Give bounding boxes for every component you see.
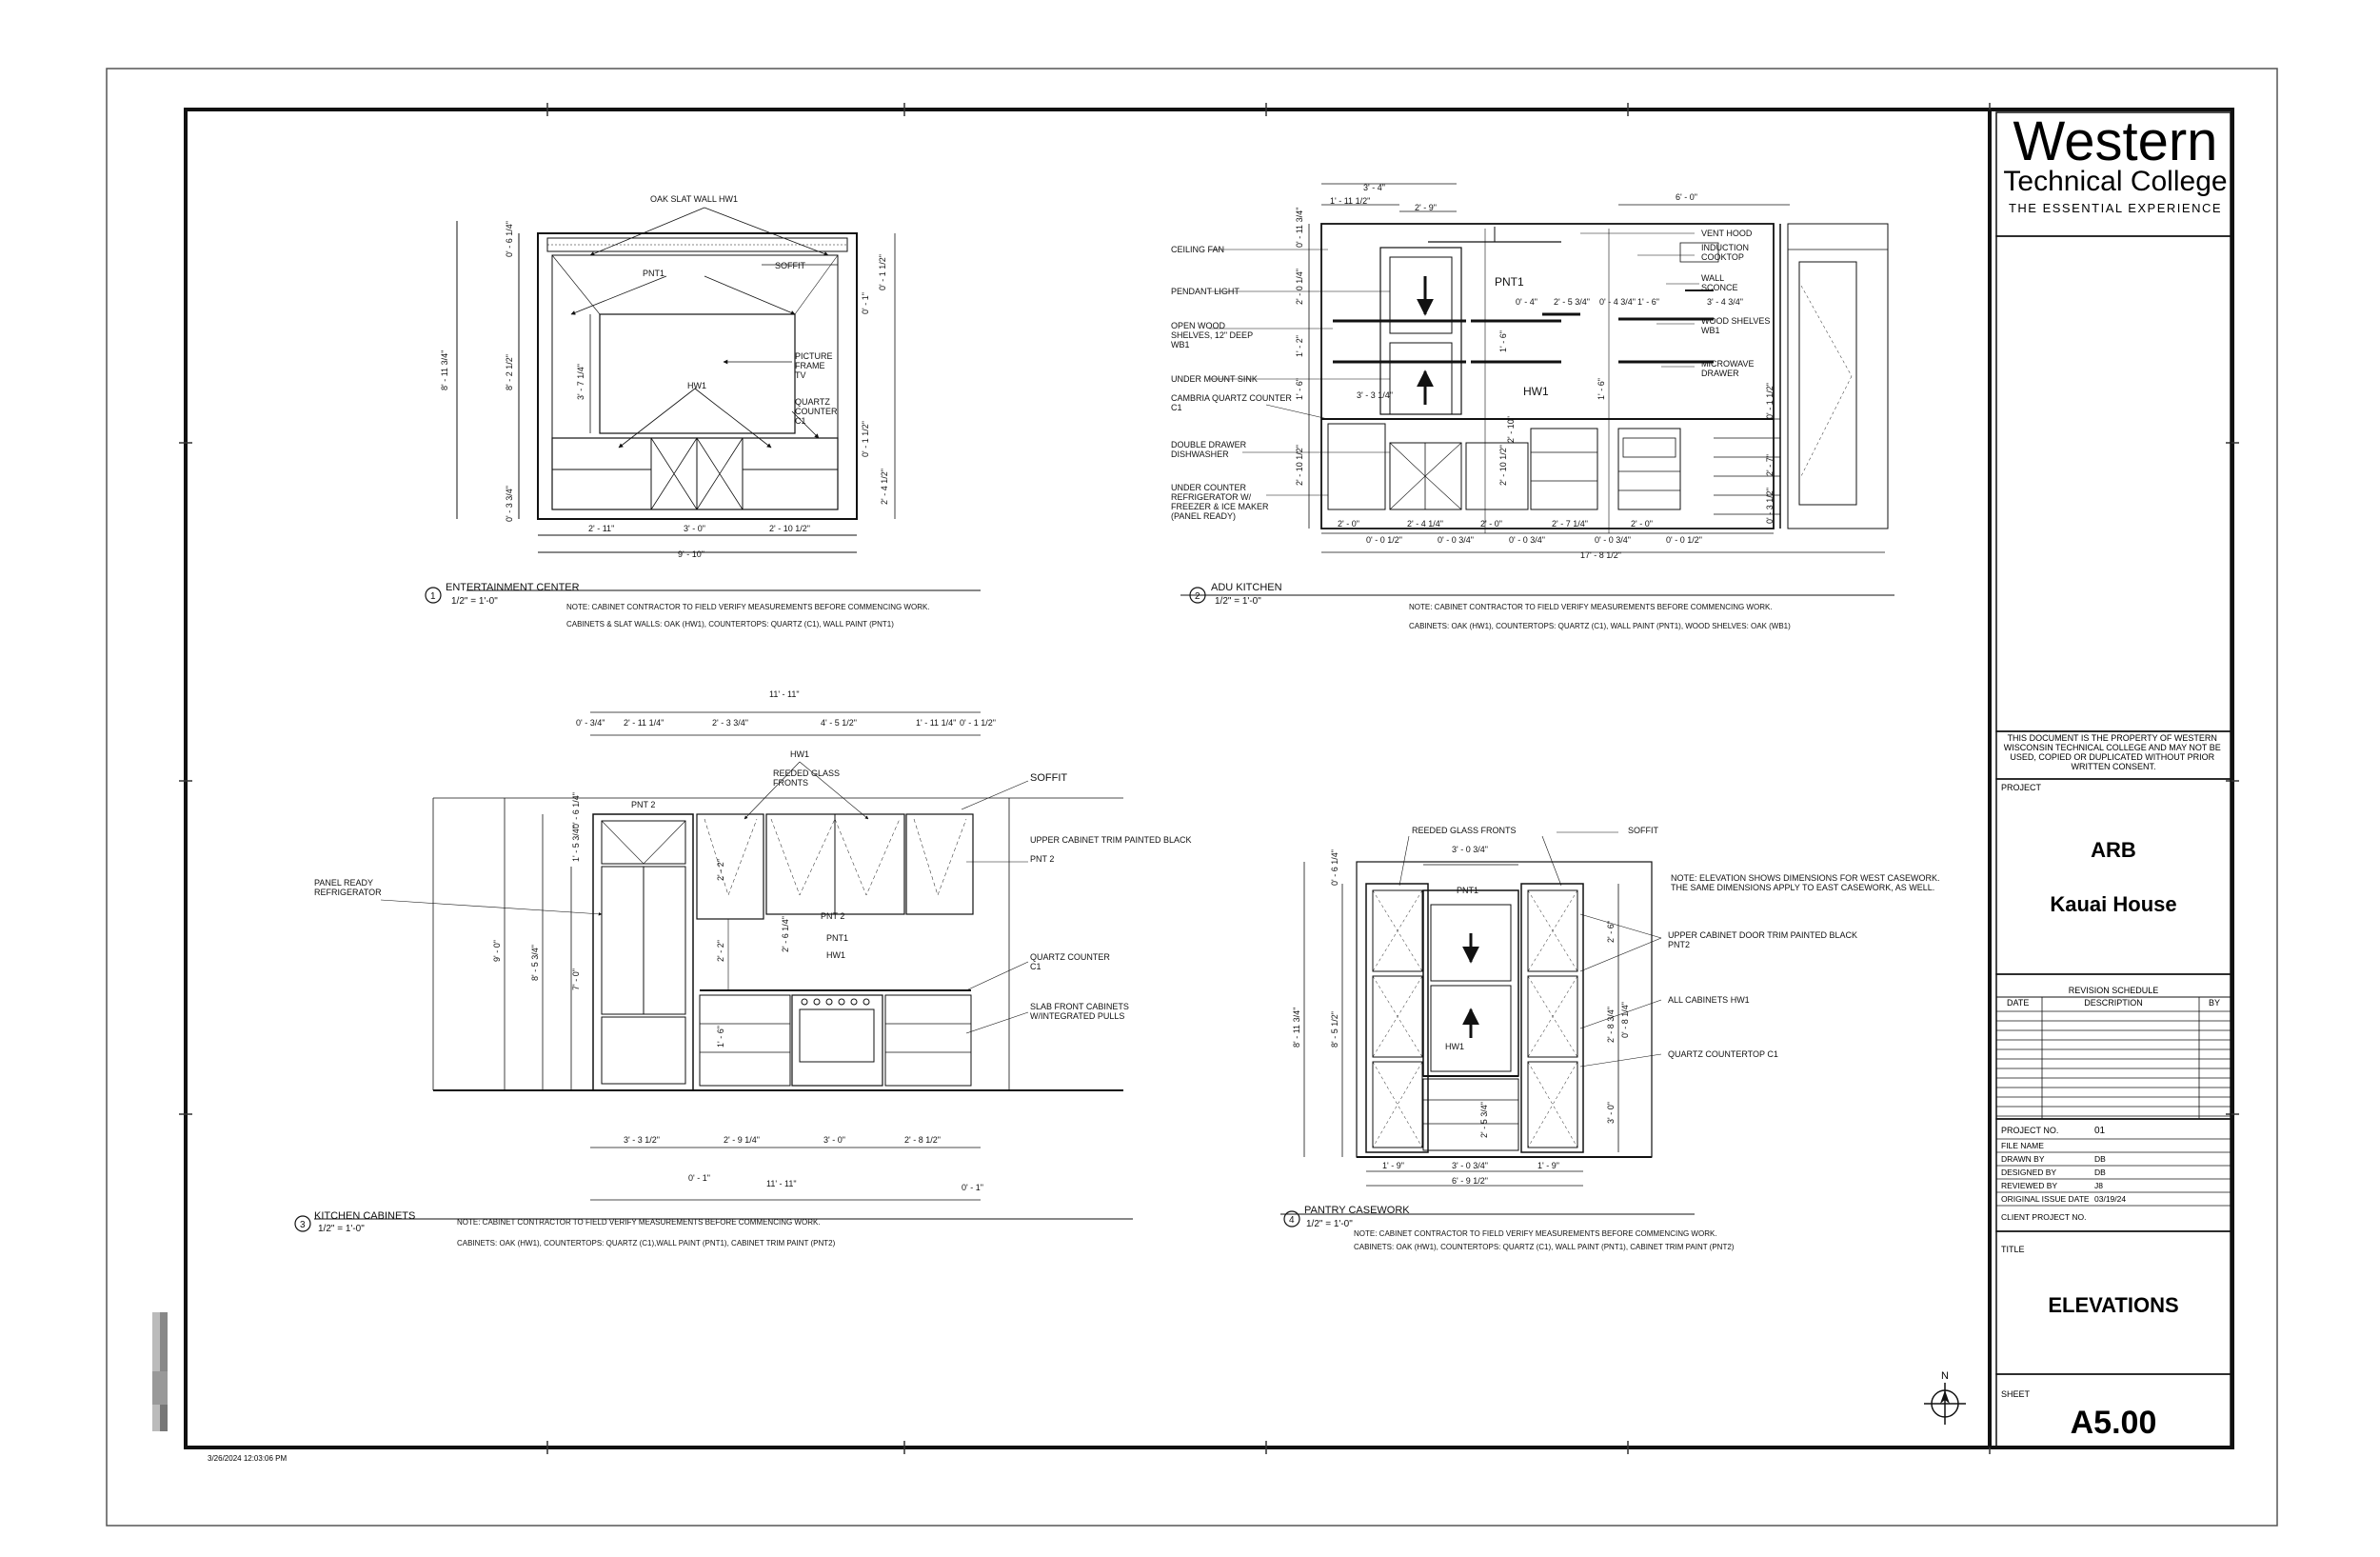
svg-text:1' - 5 3/4": 1' - 5 3/4"	[571, 826, 581, 862]
svg-text:0' - 6 1/4": 0' - 6 1/4"	[571, 792, 581, 828]
svg-text:SOFFIT: SOFFIT	[1628, 826, 1658, 835]
svg-text:UPPER CABINET DOOR TRIM PAINTE: UPPER CABINET DOOR TRIM PAINTED BLACK PNT2	[1668, 930, 1858, 949]
svg-text:VENT HOOD: VENT HOOD	[1701, 229, 1753, 238]
svg-text:3' - 4 3/4": 3' - 4 3/4"	[1707, 297, 1743, 307]
reviewed-by-value: J8	[2094, 1181, 2103, 1190]
svg-text:6' - 0": 6' - 0"	[1676, 192, 1697, 202]
project-no-label: PROJECT NO.	[2001, 1126, 2059, 1135]
client-project-label: CLIENT PROJECT NO.	[2001, 1212, 2087, 1222]
sheet-number: A5.00	[2070, 1405, 2157, 1441]
svg-text:2' - 0 1/4": 2' - 0 1/4"	[1295, 269, 1304, 305]
svg-text:1' - 9": 1' - 9"	[1537, 1161, 1559, 1170]
scale-bar	[152, 1312, 168, 1431]
svg-text:NOTE: ELEVATION SHOWS DIMENSIO: NOTE: ELEVATION SHOWS DIMENSIONS FOR WEST CASEWORK. THE SAME DIMENSIONS APPLY TO EAST CASEWORK, AS WELL.	[1671, 873, 1940, 892]
svg-text:6' - 9 1/2": 6' - 9 1/2"	[1452, 1176, 1488, 1186]
drawn-by-label: DRAWN BY	[2001, 1154, 2045, 1164]
svg-text:2' - 7": 2' - 7"	[1765, 454, 1775, 476]
svg-text:0' - 1": 0' - 1"	[962, 1183, 983, 1192]
svg-text:QUARTZCOUNTERC1: QUARTZ COUNTER C1	[795, 397, 838, 426]
svg-text:17' - 8 1/2": 17' - 8 1/2"	[1580, 550, 1621, 560]
svg-text:1' - 6": 1' - 6"	[716, 1026, 725, 1048]
svg-text:0' - 1": 0' - 1"	[861, 292, 870, 314]
project-label: PROJECT	[2001, 783, 2042, 792]
svg-text:PNT1: PNT1	[826, 933, 849, 943]
svg-text:3' - 0 3/4": 3' - 0 3/4"	[1452, 1161, 1488, 1170]
svg-text:3: 3	[300, 1220, 306, 1230]
svg-text:2' - 7 1/4": 2' - 7 1/4"	[1552, 519, 1588, 529]
svg-text:0' - 1 1/2": 0' - 1 1/2"	[960, 718, 996, 728]
svg-text:1' - 11 1/2": 1' - 11 1/2"	[1330, 196, 1371, 206]
view-3-text	[300, 689, 1192, 1248]
svg-text:1' - 9": 1' - 9"	[1382, 1161, 1404, 1170]
svg-text:2' - 10 1/2": 2' - 10 1/2"	[1498, 445, 1508, 486]
designed-by-label: DESIGNED BY	[2001, 1168, 2057, 1177]
svg-text:1/2" = 1'-0": 1/2" = 1'-0"	[318, 1224, 365, 1234]
issue-date-value: 03/19/24	[2094, 1194, 2127, 1204]
svg-text:1' - 6": 1' - 6"	[1295, 378, 1304, 400]
grid-ticks	[179, 103, 2239, 1454]
svg-text:UNDER MOUNT SINK: UNDER MOUNT SINK	[1171, 374, 1258, 384]
school-name-line2: Technical College	[2003, 166, 2228, 197]
svg-text:0' - 6 1/4": 0' - 6 1/4"	[505, 221, 514, 257]
svg-text:0' - 1 1/2": 0' - 1 1/2"	[878, 254, 887, 290]
svg-text:2' - 3 3/4": 2' - 3 3/4"	[712, 718, 748, 728]
svg-text:ENTERTAINMENT CENTER: ENTERTAINMENT CENTER	[446, 582, 580, 593]
svg-text:NOTE: CABINET CONTRACTOR TO FI: NOTE: CABINET CONTRACTOR TO FIELD VERIFY MEASUREMENTS BEFORE COMMENCING WORK.	[566, 603, 930, 611]
svg-text:3' - 0": 3' - 0"	[1606, 1102, 1616, 1124]
revision-title: REVISION SCHEDULE	[2068, 986, 2159, 995]
svg-text:4' - 5 1/2": 4' - 5 1/2"	[821, 718, 857, 728]
svg-text:PENDANT LIGHT: PENDANT LIGHT	[1171, 287, 1240, 296]
disclaimer-text: THIS DOCUMENT IS THE PROPERTY OF WESTERN WISCONSIN TECHNICAL COLLEGE AND MAY NOT BE USED, COPIED OR DUPLICATED WITHOUT PRIOR WRITTEN CONSENT.	[2003, 733, 2221, 771]
svg-text:0' - 4 3/4": 0' - 4 3/4"	[1599, 297, 1636, 307]
svg-text:9' - 10": 9' - 10"	[678, 549, 704, 559]
sheet-label: SHEET	[2001, 1389, 2031, 1399]
svg-text:3' - 3 1/2": 3' - 3 1/2"	[624, 1135, 660, 1145]
svg-text:3' - 0 3/4": 3' - 0 3/4"	[1452, 845, 1488, 854]
svg-text:2' - 0": 2' - 0"	[1338, 519, 1359, 529]
reviewed-by-label: REVIEWED BY	[2001, 1181, 2058, 1190]
svg-text:1/2" = 1'-0": 1/2" = 1'-0"	[1306, 1219, 1353, 1229]
svg-text:ALL CABINETS HW1: ALL CABINETS HW1	[1668, 995, 1750, 1005]
svg-text:2' - 9": 2' - 9"	[1415, 203, 1437, 212]
view-kitchen-cabinets	[295, 712, 1133, 1231]
svg-text:8' - 11 3/4": 8' - 11 3/4"	[440, 349, 449, 390]
svg-text:0' - 1 1/2": 0' - 1 1/2"	[861, 421, 870, 457]
svg-text:7' - 0": 7' - 0"	[571, 968, 581, 990]
svg-text:1' - 6": 1' - 6"	[1637, 297, 1659, 307]
designed-by-value: DB	[2094, 1168, 2106, 1177]
north-arrow-icon	[1924, 1370, 1966, 1425]
svg-text:2' - 4 1/4": 2' - 4 1/4"	[1407, 519, 1443, 529]
svg-text:CEILING FAN: CEILING FAN	[1171, 245, 1225, 254]
project-subtitle: Kauai House	[2050, 892, 2177, 916]
svg-text:HW1: HW1	[1523, 385, 1549, 398]
svg-text:1/2" = 1'-0": 1/2" = 1'-0"	[451, 596, 498, 607]
svg-text:0' - 11 3/4": 0' - 11 3/4"	[1295, 207, 1304, 248]
svg-text:8' - 11 3/4": 8' - 11 3/4"	[1292, 1007, 1301, 1048]
svg-text:1' - 11 1/4": 1' - 11 1/4"	[916, 718, 957, 728]
svg-text:8' - 5 3/4": 8' - 5 3/4"	[530, 945, 540, 981]
svg-text:2' - 6": 2' - 6"	[1606, 921, 1616, 943]
svg-text:11' - 11": 11' - 11"	[769, 689, 800, 699]
svg-text:2' - 5 3/4": 2' - 5 3/4"	[1479, 1102, 1489, 1138]
svg-text:3' - 3 1/4": 3' - 3 1/4"	[1357, 390, 1393, 400]
svg-text:3' - 4": 3' - 4"	[1363, 183, 1385, 192]
svg-text:0' - 0 3/4": 0' - 0 3/4"	[1509, 535, 1545, 545]
revision-rows	[1996, 1011, 2231, 1116]
svg-text:9' - 0": 9' - 0"	[492, 940, 502, 962]
title-block	[1990, 110, 2231, 1447]
svg-text:0' - 0 1/2": 0' - 0 1/2"	[1366, 535, 1402, 545]
svg-text:4: 4	[1289, 1215, 1295, 1226]
drawn-by-value: DB	[2094, 1154, 2106, 1164]
svg-text:PNT1: PNT1	[643, 269, 665, 278]
svg-text:2' - 11": 2' - 11"	[588, 524, 615, 533]
school-name-line1: Western	[2013, 110, 2218, 172]
svg-text:QUARTZ COUNTERTOP C1: QUARTZ COUNTERTOP C1	[1668, 1049, 1778, 1059]
view-4-text	[1289, 826, 1940, 1251]
svg-text:UNDER COUNTERREFRIGERATOR W/FR: UNDER COUNTER REFRIGERATOR W/ FREEZER & ICE MAKER (PANEL READY)	[1171, 483, 1269, 521]
svg-text:8' - 5 1/2": 8' - 5 1/2"	[1330, 1011, 1339, 1048]
svg-text:2' - 11 1/4": 2' - 11 1/4"	[624, 718, 664, 728]
svg-text:CABINETS & SLAT WALLS: OAK (HW: CABINETS & SLAT WALLS: OAK (HW1), COUNTERTOPS: QUARTZ (C1), WALL PAINT (PNT1)	[566, 620, 894, 629]
svg-text:1' - 6": 1' - 6"	[1597, 378, 1606, 400]
project-name: ARB	[2091, 838, 2136, 862]
svg-text:MICROWAVEDRAWER: MICROWAVE DRAWER	[1701, 359, 1755, 378]
svg-text:2' - 4 1/2": 2' - 4 1/2"	[880, 469, 889, 505]
sheet-title: ELEVATIONS	[2048, 1293, 2179, 1317]
svg-text:8' - 2 1/2": 8' - 2 1/2"	[505, 354, 514, 390]
svg-text:PNT 2: PNT 2	[631, 800, 656, 809]
svg-text:0' - 3/4": 0' - 3/4"	[576, 718, 605, 728]
revision-header-date: DATE	[2007, 998, 2030, 1008]
svg-text:PNT 2: PNT 2	[1030, 854, 1055, 864]
svg-text:1' - 6": 1' - 6"	[1498, 330, 1508, 352]
svg-text:1: 1	[430, 591, 436, 602]
view-entertainment-center	[426, 208, 981, 603]
svg-text:0' - 8 1/4": 0' - 8 1/4"	[1620, 1002, 1630, 1038]
school-tagline: THE ESSENTIAL EXPERIENCE	[2008, 201, 2223, 215]
view-1-text	[430, 194, 930, 629]
svg-text:3' - 7 1/4": 3' - 7 1/4"	[576, 364, 585, 400]
svg-text:NOTE: CABINET CONTRACTOR TO FI: NOTE: CABINET CONTRACTOR TO FIELD VERIFY MEASUREMENTS BEFORE COMMENCING WORK.	[457, 1218, 821, 1227]
svg-text:2' - 2": 2' - 2"	[716, 859, 725, 881]
svg-text:PNT 2: PNT 2	[821, 911, 845, 921]
file-name-label: FILE NAME	[2001, 1141, 2044, 1150]
svg-text:PNT1: PNT1	[1495, 275, 1524, 289]
project-no-value: 01	[2094, 1126, 2106, 1136]
svg-text:0' - 3 3/4": 0' - 3 3/4"	[505, 486, 514, 522]
svg-text:HW1: HW1	[826, 950, 845, 960]
svg-text:DOUBLE DRAWERDISHWASHER: DOUBLE DRAWER DISHWASHER	[1171, 440, 1247, 459]
svg-text:UPPER CABINET TRIM PAINTED BLA: UPPER CABINET TRIM PAINTED BLACK	[1030, 835, 1192, 845]
svg-text:HW1: HW1	[790, 749, 809, 759]
svg-text:OPEN WOODSHELVES, 12" DEEPWB1: OPEN WOOD SHELVES, 12" DEEP WB1	[1171, 321, 1254, 349]
north-label: N	[1941, 1370, 1949, 1382]
svg-text:3' - 0": 3' - 0"	[684, 524, 705, 533]
svg-text:2' - 9 1/4": 2' - 9 1/4"	[724, 1135, 760, 1145]
svg-text:2' - 10 1/2": 2' - 10 1/2"	[1295, 445, 1304, 486]
svg-text:NOTE: CABINET CONTRACTOR TO FI: NOTE: CABINET CONTRACTOR TO FIELD VERIFY MEASUREMENTS BEFORE COMMENCING WORK.	[1409, 603, 1773, 611]
svg-text:CAMBRIA QUARTZ COUNTERC1: CAMBRIA QUARTZ COUNTER C1	[1171, 393, 1292, 412]
svg-text:KITCHEN CABINETS: KITCHEN CABINETS	[314, 1210, 416, 1222]
svg-text:2' - 5 3/4": 2' - 5 3/4"	[1554, 297, 1590, 307]
svg-text:2' - 2": 2' - 2"	[716, 940, 725, 962]
svg-text:SOFFIT: SOFFIT	[775, 261, 805, 270]
svg-text:2' - 8 3/4": 2' - 8 3/4"	[1606, 1007, 1616, 1043]
svg-text:HW1: HW1	[1445, 1042, 1464, 1051]
revision-header-description: DESCRIPTION	[2084, 998, 2143, 1008]
svg-text:ADU KITCHEN: ADU KITCHEN	[1211, 582, 1282, 593]
svg-text:REEDED GLASSFRONTS: REEDED GLASS FRONTS	[773, 769, 841, 788]
timestamp: 3/26/2024 12:03:06 PM	[208, 1454, 288, 1463]
svg-text:0' - 6 1/4": 0' - 6 1/4"	[1330, 849, 1339, 886]
svg-text:2: 2	[1195, 591, 1200, 602]
svg-text:PANEL READYREFRIGERATOR: PANEL READY REFRIGERATOR	[314, 878, 382, 897]
svg-text:2' - 6 1/4": 2' - 6 1/4"	[781, 916, 790, 952]
svg-text:0' - 0 3/4": 0' - 0 3/4"	[1438, 535, 1474, 545]
svg-text:CABINETS: OAK (HW1), COUNTERTO: CABINETS: OAK (HW1), COUNTERTOPS: QUARTZ (C1),WALL PAINT (PNT1), CABINET TRIM PAINT (PNT2)	[457, 1239, 836, 1248]
svg-text:0' - 1": 0' - 1"	[688, 1173, 710, 1183]
svg-text:1/2" = 1'-0": 1/2" = 1'-0"	[1215, 596, 1261, 607]
svg-text:OAK SLAT WALL HW1: OAK SLAT WALL HW1	[650, 194, 739, 204]
svg-text:0' - 3 1/2": 0' - 3 1/2"	[1765, 488, 1775, 524]
svg-text:0' - 4": 0' - 4"	[1516, 297, 1537, 307]
svg-text:0' - 1 1/2": 0' - 1 1/2"	[1765, 383, 1775, 419]
svg-text:SLAB FRONT CABINETSW/INTEGRATE: SLAB FRONT CABINETS W/INTEGRATED PULLS	[1030, 1002, 1129, 1021]
svg-text:QUARTZ COUNTERC1: QUARTZ COUNTER C1	[1030, 952, 1110, 971]
svg-text:CABINETS: OAK (HW1), COUNTERTO: CABINETS: OAK (HW1), COUNTERTOPS: QUARTZ (C1), WALL PAINT (PNT1), CABINET TRIM PAINT (PNT2)	[1354, 1243, 1735, 1251]
svg-text:HW1: HW1	[687, 381, 706, 390]
svg-text:2' - 8 1/2": 2' - 8 1/2"	[904, 1135, 941, 1145]
svg-text:2' - 0": 2' - 0"	[1480, 519, 1502, 529]
svg-text:NOTE: CABINET CONTRACTOR TO FI: NOTE: CABINET CONTRACTOR TO FIELD VERIFY MEASUREMENTS BEFORE COMMENCING WORK.	[1354, 1229, 1717, 1238]
svg-text:WALLSCONCE: WALL SCONCE	[1701, 273, 1738, 292]
svg-text:2' - 10 1/2": 2' - 10 1/2"	[769, 524, 810, 533]
issue-date-label: ORIGINAL ISSUE DATE	[2001, 1194, 2090, 1204]
svg-text:0' - 0 3/4": 0' - 0 3/4"	[1595, 535, 1631, 545]
view-2-text	[1171, 183, 1791, 630]
svg-text:WOOD SHELVESWB1: WOOD SHELVES WB1	[1701, 316, 1771, 335]
svg-text:PANTRY CASEWORK: PANTRY CASEWORK	[1304, 1205, 1410, 1216]
svg-text:2' - 10": 2' - 10"	[1506, 416, 1516, 443]
svg-text:11' - 11": 11' - 11"	[766, 1179, 797, 1188]
svg-text:SOFFIT: SOFFIT	[1030, 772, 1068, 784]
svg-text:0' - 0 1/2": 0' - 0 1/2"	[1666, 535, 1702, 545]
svg-text:2' - 0": 2' - 0"	[1631, 519, 1653, 529]
svg-text:3' - 0": 3' - 0"	[823, 1135, 845, 1145]
svg-text:PNT1: PNT1	[1457, 886, 1479, 895]
title-label: TITLE	[2001, 1245, 2025, 1254]
revision-header-by: BY	[2209, 998, 2221, 1008]
svg-text:CABINETS: OAK (HW1), COUNTERTO: CABINETS: OAK (HW1), COUNTERTOPS: QUARTZ (C1), WALL PAINT (PNT1), WOOD SHELVES: OAK (WB1)	[1409, 622, 1791, 630]
svg-text:1' - 2": 1' - 2"	[1295, 335, 1304, 357]
svg-text:INDUCTIONCOOKTOP: INDUCTION COOKTOP	[1701, 243, 1749, 262]
svg-text:PICTUREFRAMETV: PICTURE FRAME TV	[795, 351, 833, 380]
svg-text:REEDED GLASS FRONTS: REEDED GLASS FRONTS	[1412, 826, 1517, 835]
